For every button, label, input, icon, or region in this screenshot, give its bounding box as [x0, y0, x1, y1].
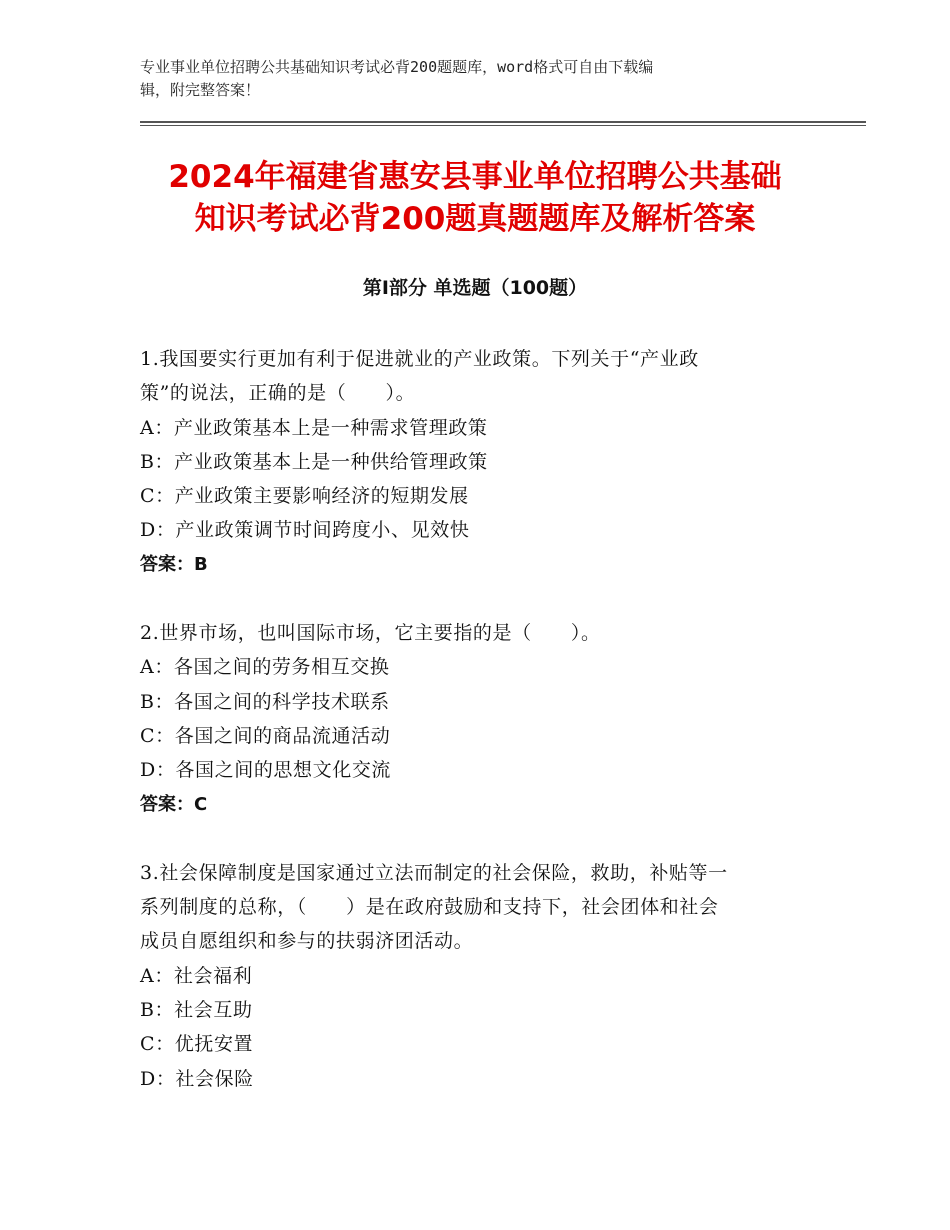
- option-d: D：社会保险: [140, 1067, 254, 1090]
- question-stem-line: 系列制度的总称，（ ）是在政府鼓励和支持下，社会团体和社会: [140, 896, 719, 919]
- document-title-line1: 2024年福建省惠安县事业单位招聘公共基础: [168, 159, 782, 195]
- document-title-line2: 知识考试必背200题真题题库及解析答案: [194, 201, 756, 237]
- option-c: C：产业政策主要影响经济的短期发展: [140, 485, 469, 508]
- option-b: B：社会互助: [140, 999, 253, 1022]
- answer-label: 答案：C: [140, 793, 208, 815]
- answer-label: 答案：B: [140, 553, 208, 575]
- section-title: 第Ⅰ部分 单选题（100题）: [362, 277, 588, 299]
- option-a: A：各国之间的劳务相互交换: [140, 656, 390, 679]
- option-a: A：社会福利: [140, 964, 253, 987]
- option-d: D：各国之间的思想文化交流: [140, 759, 392, 782]
- question-stem-line: 3.社会保障制度是国家通过立法而制定的社会保险，救助，补贴等一: [140, 861, 728, 884]
- header-divider-thick: [140, 121, 866, 123]
- question-stem-line: 策”的说法，正确的是（ ）。: [140, 382, 416, 405]
- option-c: C：优抚安置: [140, 1033, 254, 1056]
- question-stem-line: 1.我国要实行更加有利于促进就业的产业政策。下列关于“产业政: [140, 348, 699, 370]
- header-note: [140, 56, 800, 102]
- question-stem-line: 成员自愿组织和参与的扶弱济团活动。: [140, 930, 474, 953]
- question-1: [140, 342, 812, 582]
- header-note-line1: 专业事业单位招聘公共基础知识考试必背200题题库，word格式可自由下载编: [140, 58, 654, 76]
- option-c: C：各国之间的商品流通活动: [140, 724, 391, 747]
- question-2: [140, 616, 812, 822]
- question-stem-line: 2.世界市场，也叫国际市场，它主要指的是（ ）。: [140, 622, 601, 645]
- question-3: [140, 856, 812, 1096]
- option-a: A：产业政策基本上是一种需求管理政策: [140, 416, 488, 439]
- question-list: [140, 342, 812, 1130]
- header-note-line2: 辑，附完整答案！: [140, 81, 261, 99]
- option-d: D：产业政策调节时间跨度小、见效快: [140, 519, 470, 542]
- document-title: [90, 156, 860, 240]
- header-divider-thin: [140, 125, 866, 126]
- option-b: B：各国之间的科学技术联系: [140, 690, 390, 713]
- option-b: B：产业政策基本上是一种供给管理政策: [140, 450, 488, 473]
